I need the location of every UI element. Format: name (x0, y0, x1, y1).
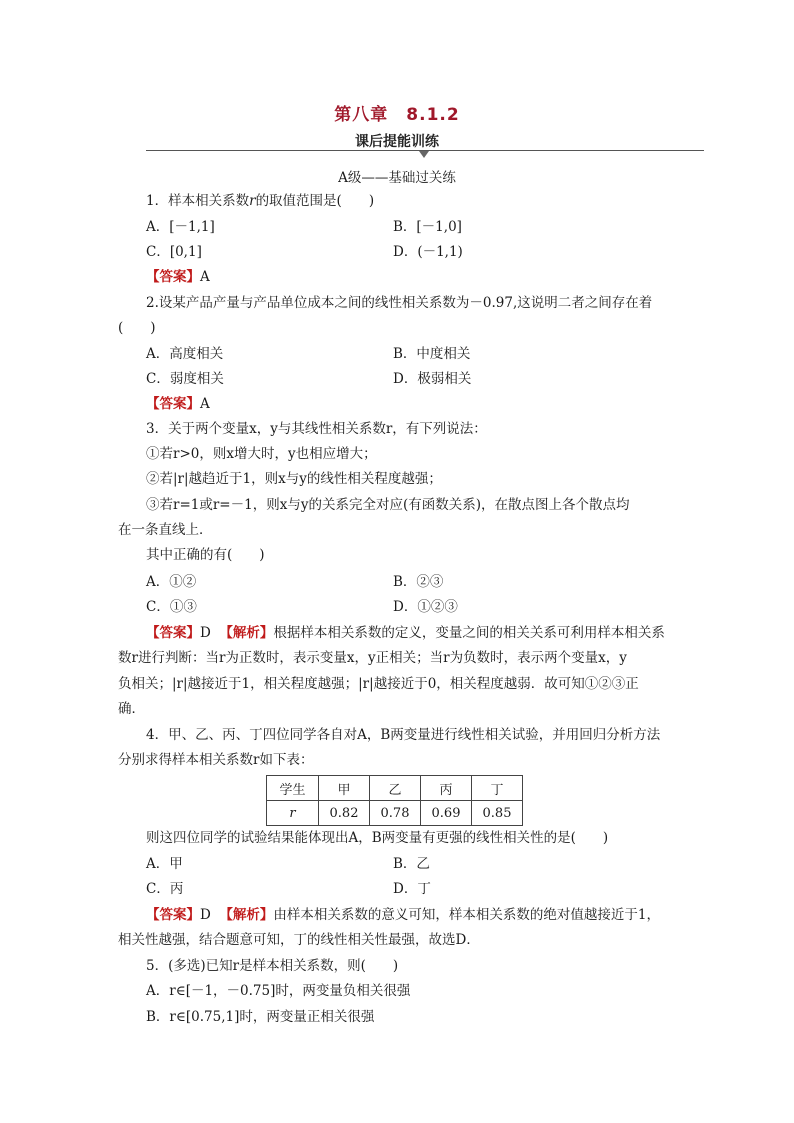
q3-stem: 3．关于两个变量x，y与其线性相关系数r，有下列说法： (146, 421, 487, 437)
q1-option-d: D．(－1,1) (393, 244, 463, 260)
q3-analysis-2: 数r进行判断：当r为正数时，表示变量x，y正相关；当r为负数时，表示两个变量x，y (118, 650, 627, 666)
q5-stem: 5．(多选)已知r是样本相关系数，则( ) (146, 958, 399, 974)
q1-answer: 【答案】A (146, 269, 210, 285)
table-cell: 0.69 (421, 801, 472, 826)
q2-option-d: D．极弱相关 (393, 371, 472, 387)
q3-statement-1: ①若r>0，则x增大时，y也相应增大； (146, 446, 377, 462)
q3-analysis-3: 负相关；|r|越接近于1，相关程度越强；|r|越接近于0，相关程度越弱．故可知①②③正 (118, 676, 639, 692)
q4-answer: 【答案】D 【解析】由样本相关系数的意义可知，样本相关系数的绝对值越接近于1， (146, 907, 661, 923)
q3-option-b: B．②③ (393, 574, 444, 590)
table-header-cell: 学生 (267, 776, 319, 801)
q4-option-a: A．甲 (146, 856, 183, 872)
q4-ask: 则这四位同学的试验结果能体现出A，B两变量有更强的线性相关性的是( ) (146, 830, 609, 846)
q5-option-b: B．r∈[0.75,1]时，两变量正相关很强 (146, 1009, 375, 1025)
q1-stem: 1．样本相关系数r的取值范围是( ) (146, 193, 375, 209)
table-header-cell: 乙 (370, 776, 421, 801)
q2-option-b: B．中度相关 (393, 346, 471, 362)
q3-option-d: D．①②③ (393, 599, 458, 615)
q3-statement-3-cont: 在一条直线上． (118, 522, 213, 538)
table-row-label: r (267, 801, 319, 826)
q4-option-c: C．丙 (146, 881, 184, 897)
q3-analysis-4: 确． (118, 701, 145, 717)
q3-statement-2: ②若|r|越趋近于1，则x与y的线性相关程度越强； (146, 471, 442, 487)
table-header-cell: 甲 (319, 776, 370, 801)
triangle-down-icon (419, 151, 429, 158)
q4-stem: 4．甲、乙、丙、丁四位同学各自对A，B两变量进行线性相关试验，并用回归分析方法 (146, 727, 661, 743)
q2-option-c: C．弱度相关 (146, 371, 224, 387)
q5-option-a: A．r∈[－1，－0.75]时，两变量负相关很强 (146, 983, 411, 999)
q2-stem: 2.设某产品产量与产品单位成本之间的线性相关系数为－0.97,这说明二者之间存在着 (146, 295, 653, 311)
q4-stem-cont: 分别求得样本相关系数r如下表： (118, 752, 314, 768)
q1-option-b: B．[－1,0] (393, 219, 462, 235)
q1-option-a: A．[－1,1] (146, 219, 215, 235)
q4-option-b: B．乙 (393, 856, 430, 872)
q4-option-d: D．丁 (393, 881, 431, 897)
q3-statement-3: ③若r=1或r=－1，则x与y的关系完全对应(有函数关系)，在散点图上各个散点均 (146, 497, 630, 513)
q4-analysis-2: 相关性越强，结合题意可知，丁的线性相关性最强，故选D． (118, 932, 480, 948)
q3-answer: 【答案】D 【解析】根据样本相关系数的定义，变量之间的相关关系可利用样本相关系 (146, 625, 665, 641)
section-number: 8.1.2 (406, 105, 460, 125)
correlation-table (266, 775, 523, 826)
chapter-label: 第八章 (334, 105, 389, 125)
table-header-cell: 丙 (421, 776, 472, 801)
q1-option-c: C．[0,1] (146, 244, 202, 260)
q2-answer: 【答案】A (146, 396, 210, 412)
q2-option-a: A．高度相关 (146, 346, 224, 362)
table-cell: 0.85 (472, 801, 523, 826)
table-row (267, 776, 523, 801)
table-cell: 0.82 (319, 801, 370, 826)
table-header-cell: 丁 (472, 776, 523, 801)
q3-option-c: C．①③ (146, 599, 197, 615)
chapter-title (0, 100, 794, 125)
page-subtitle: 课后提能训练 (355, 134, 439, 150)
table-cell: 0.78 (370, 801, 421, 826)
q2-stem-cont: ( ) (118, 320, 156, 336)
q3-option-a: A．①② (146, 574, 197, 590)
table-row (267, 801, 523, 826)
level-heading: A级——基础过关练 (338, 170, 456, 186)
q3-ask: 其中正确的有( ) (146, 547, 265, 563)
